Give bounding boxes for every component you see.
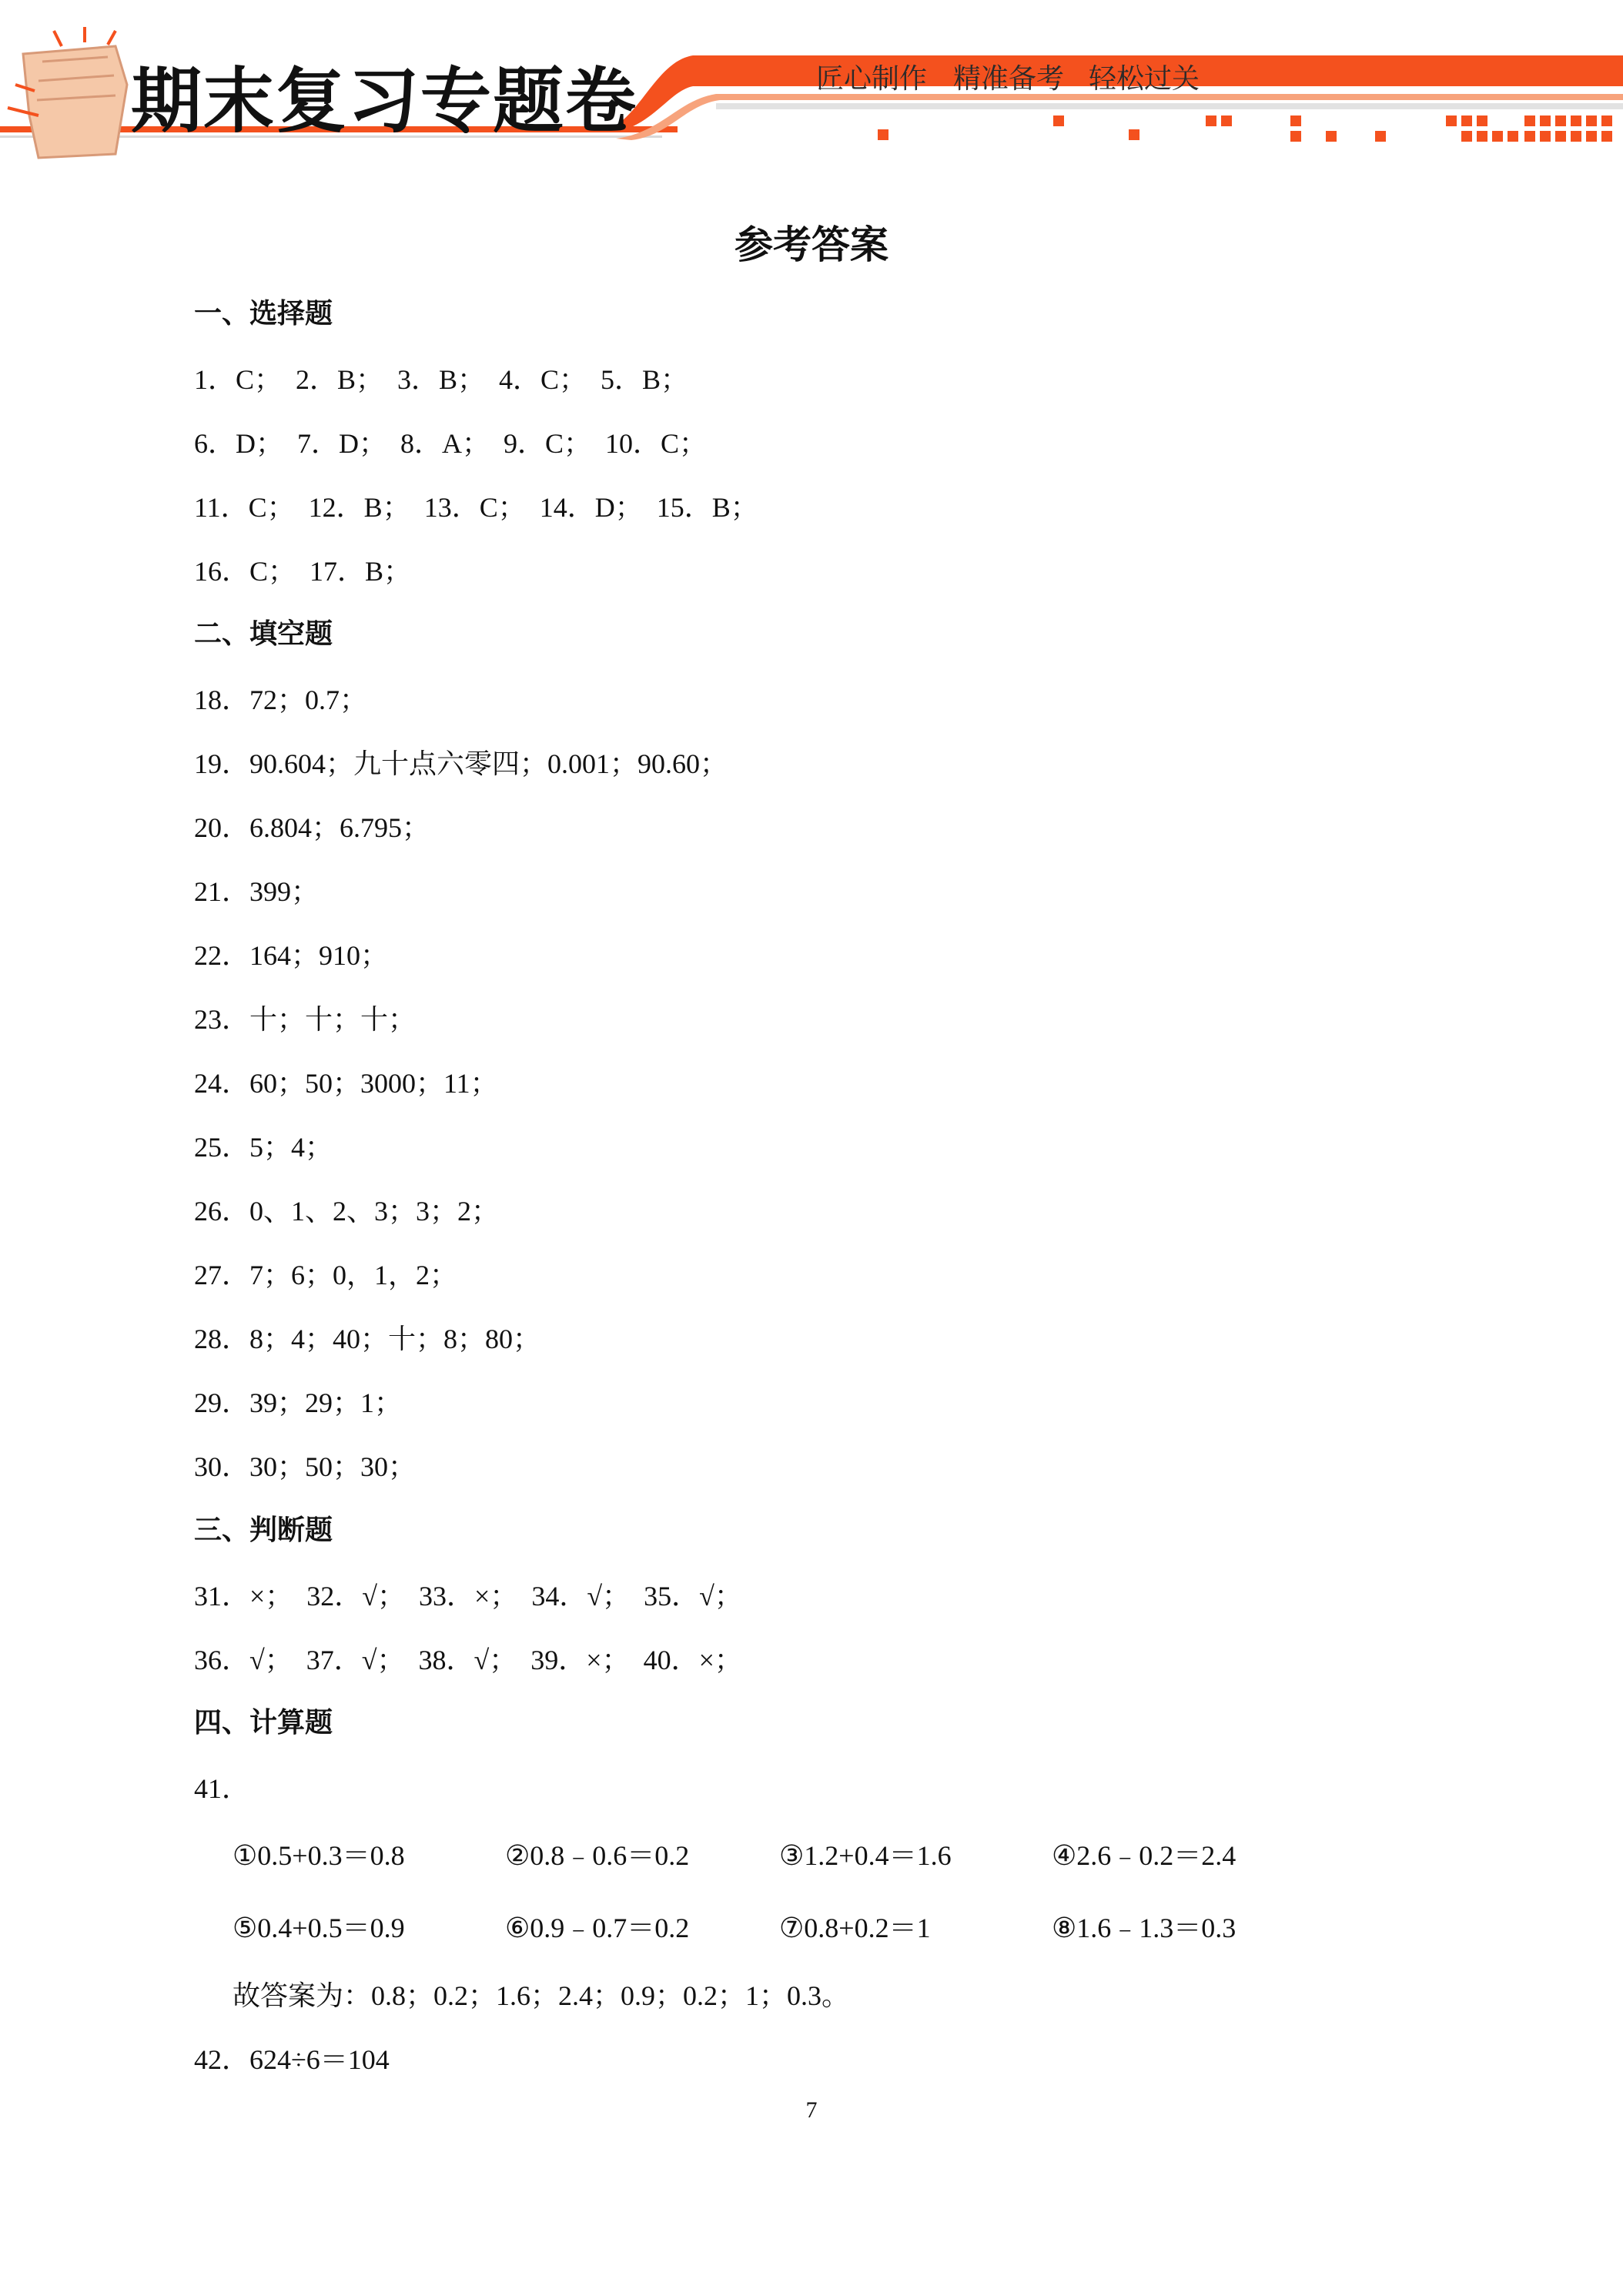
- page-title: 参考答案: [735, 223, 888, 267]
- answer-line: 18．72；0.7；: [194, 684, 368, 715]
- answer-line: 23．十；十；十；: [194, 1004, 417, 1035]
- answer-line: 26．0、1、2、3；3；2；: [194, 1196, 500, 1227]
- answer-line: 24．60；50；3000；11；: [194, 1068, 498, 1099]
- calc-item: ②0.8﹣0.6＝0.2: [505, 1840, 690, 1871]
- decorative-squares: [878, 115, 1612, 142]
- answer-line: 25．5；4；: [194, 1132, 333, 1163]
- answer-line: 16．C； 17．B；: [194, 556, 412, 587]
- answer-line: 1．C； 2．B； 3．B； 4．C； 5．B；: [194, 364, 689, 395]
- answer-line: 19．90.604；九十点六零四；0.001；90.60；: [194, 748, 728, 779]
- calc-item: ⑥0.9﹣0.7＝0.2: [505, 1913, 690, 1943]
- calc-item: ④2.6﹣0.2＝2.4: [1052, 1840, 1236, 1871]
- calc-item: ⑧1.6﹣1.3＝0.3: [1052, 1913, 1236, 1943]
- slogan-3: 轻松过关: [1089, 63, 1200, 95]
- answer-line: 36．√； 37．√； 38．√； 39．×； 40．×；: [194, 1645, 742, 1675]
- fist-icon: [8, 27, 127, 158]
- answer-line: 31．×； 32．√； 33．×； 34．√； 35．√；: [194, 1581, 742, 1612]
- calc-item: ⑦0.8+0.2＝1: [779, 1913, 931, 1943]
- calc-item: ③1.2+0.4＝1.6: [779, 1840, 952, 1871]
- section-heading-calc: 四、计算题: [194, 1707, 333, 1739]
- answer-line: 21．399；: [194, 876, 320, 907]
- section-heading-choice: 一、选择题: [194, 298, 333, 330]
- answer-line: 29．39；29；1；: [194, 1387, 403, 1418]
- answer-line: 22．164；910；: [194, 940, 389, 971]
- section-heading-fill: 二、填空题: [194, 618, 333, 650]
- page-number: 7: [805, 2097, 818, 2123]
- answer-line: 11．C； 12．B； 13．C； 14．D； 15．B；: [194, 492, 758, 523]
- banner-title: 期末复习专题卷: [131, 60, 638, 142]
- slogan-1: 匠心制作: [816, 63, 928, 95]
- answer-line: 42．624÷6＝104: [194, 2044, 390, 2075]
- slogan-2: 精准备考: [953, 63, 1065, 95]
- calc-item: ⑤0.4+0.5＝0.9: [233, 1913, 405, 1943]
- answer-line: 6．D； 7．D； 8．A； 9．C； 10．C；: [194, 428, 708, 459]
- answer-line: 28．8；4；40；十；8；80；: [194, 1324, 541, 1354]
- answer-line: 30．30；50；30；: [194, 1451, 417, 1482]
- calc-answer-summary: 故答案为：0.8；0.2；1.6；2.4；0.9；0.2；1；0.3。: [233, 1980, 850, 2011]
- calc-item: ①0.5+0.3＝0.8: [233, 1840, 405, 1871]
- answer-line: 27．7；6；0，1，2；: [194, 1260, 458, 1290]
- question-label: 41．: [194, 1773, 250, 1804]
- answer-line: 20．6.804；6.795；: [194, 812, 430, 843]
- section-heading-judge: 三、判断题: [194, 1514, 333, 1546]
- header-banner: [0, 0, 1623, 169]
